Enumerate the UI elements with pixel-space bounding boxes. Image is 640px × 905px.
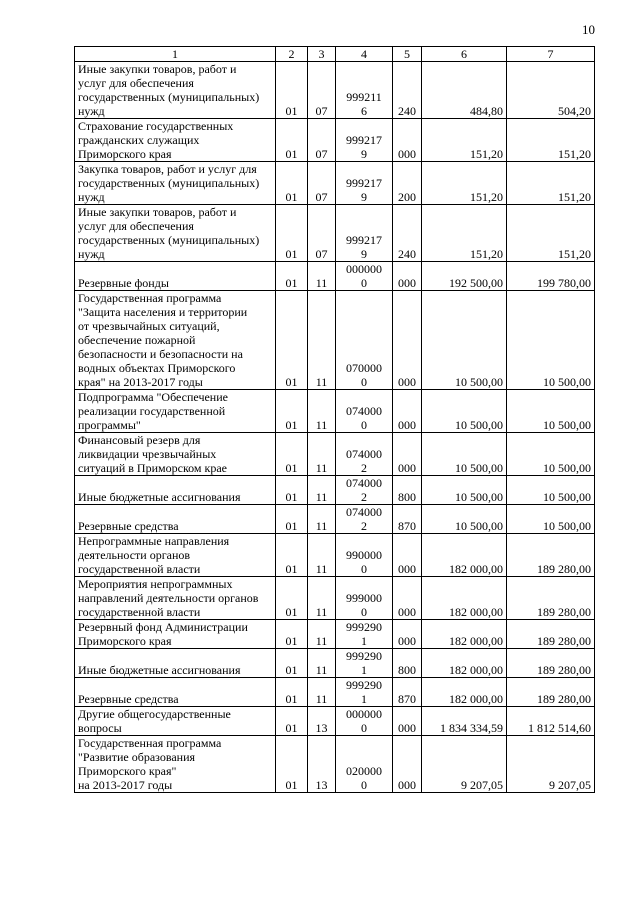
row-target-article <box>336 62 393 119</box>
header-col-3: 3 <box>308 47 336 62</box>
row-subsection <box>308 205 336 262</box>
row-subsection <box>308 162 336 205</box>
row-section-text: 01 <box>285 276 298 290</box>
header-row <box>75 47 595 62</box>
row-amount-year1 <box>422 291 507 390</box>
row-section-text: 01 <box>285 147 298 161</box>
header-col-2: 2 <box>276 47 308 62</box>
row-amount-year1-text: 10 500,00 <box>455 418 503 432</box>
row-name-text: Резервные фонды <box>78 276 169 290</box>
row-amount-year2 <box>507 390 595 433</box>
row-name-text: Резервный фонд Администрации Приморского края <box>78 620 248 648</box>
row-amount-year2 <box>507 205 595 262</box>
row-amount-year1 <box>422 476 507 505</box>
row-subsection <box>308 476 336 505</box>
row-amount-year2-text: 189 280,00 <box>537 562 591 576</box>
table-row <box>75 505 595 534</box>
row-name <box>75 620 276 649</box>
table-row <box>75 736 595 793</box>
row-expense-type <box>393 262 422 291</box>
row-expense-type-text: 000 <box>398 375 416 389</box>
table-row <box>75 577 595 620</box>
row-subsection <box>308 534 336 577</box>
row-amount-year2 <box>507 262 595 291</box>
table-row <box>75 534 595 577</box>
row-name <box>75 291 276 390</box>
row-expense-type-text: 240 <box>398 247 416 261</box>
row-expense-type <box>393 505 422 534</box>
row-expense-type-text: 800 <box>398 663 416 677</box>
row-section <box>276 505 308 534</box>
row-section-text: 01 <box>285 490 298 504</box>
row-amount-year1 <box>422 433 507 476</box>
row-amount-year2 <box>507 707 595 736</box>
table-row <box>75 119 595 162</box>
row-subsection-text: 11 <box>315 562 328 576</box>
row-target-article <box>336 119 393 162</box>
row-target-article-text: 999217 9 <box>346 133 382 161</box>
row-expense-type <box>393 577 422 620</box>
row-section <box>276 678 308 707</box>
row-section-text: 01 <box>285 375 298 389</box>
row-target-article <box>336 505 393 534</box>
row-name-text: Государственная программа "Защита населения и территории от чрезвычайных ситуаций, обеспечение пожарной безопасности и безопасности на водных объектах Приморского края" на 2013-2017 годы <box>78 291 248 389</box>
row-amount-year2-text: 151,20 <box>558 190 591 204</box>
row-amount-year1-text: 192 500,00 <box>449 276 503 290</box>
row-amount-year1-text: 10 500,00 <box>455 461 503 475</box>
row-section <box>276 390 308 433</box>
row-amount-year1 <box>422 505 507 534</box>
row-amount-year2-text: 10 500,00 <box>543 461 591 475</box>
row-section-text: 01 <box>285 692 298 706</box>
row-subsection <box>308 736 336 793</box>
row-name-text: Иные бюджетные ассигнования <box>78 663 241 677</box>
row-section <box>276 205 308 262</box>
row-subsection <box>308 707 336 736</box>
row-name <box>75 534 276 577</box>
row-target-article-text: 074000 0 <box>346 404 382 432</box>
row-amount-year1-text: 182 000,00 <box>449 692 503 706</box>
header-col-4: 4 <box>336 47 393 62</box>
row-amount-year1 <box>422 577 507 620</box>
row-name-text: Иные бюджетные ассигнования <box>78 490 241 504</box>
row-amount-year2 <box>507 577 595 620</box>
row-expense-type-text: 200 <box>398 190 416 204</box>
table-body <box>75 62 595 793</box>
row-amount-year2-text: 189 280,00 <box>537 605 591 619</box>
row-target-article <box>336 649 393 678</box>
row-amount-year1 <box>422 736 507 793</box>
row-amount-year2-text: 189 280,00 <box>537 663 591 677</box>
row-name <box>75 205 276 262</box>
page-number: 10 <box>582 22 595 37</box>
row-amount-year1 <box>422 162 507 205</box>
table-row <box>75 291 595 390</box>
row-target-article-text: 999217 9 <box>346 233 382 261</box>
header-col-1: 1 <box>75 47 276 62</box>
row-amount-year1 <box>422 620 507 649</box>
row-amount-year2-text: 10 500,00 <box>543 490 591 504</box>
row-expense-type <box>393 433 422 476</box>
row-section-text: 01 <box>285 104 298 118</box>
header-col-5: 5 <box>393 47 422 62</box>
row-expense-type <box>393 534 422 577</box>
row-expense-type <box>393 291 422 390</box>
row-expense-type <box>393 119 422 162</box>
table-row <box>75 476 595 505</box>
row-target-article <box>336 262 393 291</box>
row-amount-year2 <box>507 678 595 707</box>
row-subsection <box>308 620 336 649</box>
row-subsection-text: 13 <box>315 778 328 792</box>
table-row <box>75 390 595 433</box>
table-row <box>75 62 595 119</box>
row-subsection <box>308 291 336 390</box>
row-section <box>276 476 308 505</box>
row-subsection-text: 11 <box>315 276 328 290</box>
row-section-text: 01 <box>285 247 298 261</box>
row-subsection-text: 11 <box>315 605 328 619</box>
row-subsection-text: 11 <box>315 692 328 706</box>
row-target-article <box>336 291 393 390</box>
row-section-text: 01 <box>285 418 298 432</box>
row-target-article <box>336 162 393 205</box>
row-section <box>276 62 308 119</box>
row-amount-year1-text: 182 000,00 <box>449 605 503 619</box>
row-name <box>75 649 276 678</box>
row-amount-year2-text: 10 500,00 <box>543 519 591 533</box>
row-amount-year2-text: 189 280,00 <box>537 692 591 706</box>
row-target-article-text: 074000 2 <box>346 505 382 533</box>
row-name-text: Страхование государственных гражданских служащих Приморского края <box>78 119 234 161</box>
row-name <box>75 262 276 291</box>
row-amount-year1 <box>422 534 507 577</box>
row-name <box>75 119 276 162</box>
row-expense-type-text: 000 <box>398 605 416 619</box>
row-name-text: Иные закупки товаров, работ и услуг для обеспечения государственных (муниципальных) нужд <box>78 205 260 261</box>
row-section <box>276 291 308 390</box>
row-expense-type-text: 000 <box>398 276 416 290</box>
row-target-article-text: 999217 9 <box>346 176 382 204</box>
row-section <box>276 119 308 162</box>
row-section <box>276 649 308 678</box>
row-subsection-text: 11 <box>315 461 328 475</box>
row-subsection-text: 13 <box>315 721 328 735</box>
row-name-text: Резервные средства <box>78 519 179 533</box>
row-amount-year2-text: 10 500,00 <box>543 418 591 432</box>
row-amount-year2 <box>507 534 595 577</box>
row-section-text: 01 <box>285 605 298 619</box>
table-row <box>75 162 595 205</box>
row-amount-year2-text: 10 500,00 <box>543 375 591 389</box>
row-section <box>276 707 308 736</box>
row-amount-year2 <box>507 62 595 119</box>
row-expense-type-text: 800 <box>398 490 416 504</box>
row-subsection <box>308 119 336 162</box>
row-amount-year1 <box>422 390 507 433</box>
row-target-article <box>336 736 393 793</box>
row-amount-year1 <box>422 262 507 291</box>
row-amount-year2-text: 1 812 514,60 <box>528 721 591 735</box>
row-expense-type-text: 000 <box>398 721 416 735</box>
row-amount-year1 <box>422 678 507 707</box>
row-amount-year2 <box>507 476 595 505</box>
row-target-article-text: 999290 1 <box>346 649 382 677</box>
row-name <box>75 390 276 433</box>
row-subsection-text: 11 <box>315 634 328 648</box>
row-target-article <box>336 476 393 505</box>
row-name <box>75 707 276 736</box>
row-subsection-text: 07 <box>315 104 328 118</box>
row-target-article-text: 000000 0 <box>346 707 382 735</box>
row-target-article <box>336 577 393 620</box>
row-amount-year1-text: 151,20 <box>470 147 503 161</box>
row-subsection-text: 11 <box>315 418 328 432</box>
row-expense-type <box>393 62 422 119</box>
row-name <box>75 736 276 793</box>
row-expense-type <box>393 649 422 678</box>
row-amount-year2 <box>507 291 595 390</box>
row-section-text: 01 <box>285 634 298 648</box>
row-name <box>75 678 276 707</box>
row-amount-year2-text: 151,20 <box>558 147 591 161</box>
row-subsection-text: 11 <box>315 519 328 533</box>
row-expense-type-text: 000 <box>398 778 416 792</box>
row-amount-year1 <box>422 649 507 678</box>
row-subsection-text: 11 <box>315 375 328 389</box>
row-amount-year2 <box>507 505 595 534</box>
row-section-text: 01 <box>285 461 298 475</box>
table-row <box>75 205 595 262</box>
row-amount-year2-text: 199 780,00 <box>537 276 591 290</box>
row-amount-year2-text: 189 280,00 <box>537 634 591 648</box>
row-target-article-text: 074000 2 <box>346 476 382 504</box>
row-expense-type-text: 000 <box>398 418 416 432</box>
row-name-text: Государственная программа "Развитие образования Приморского края" на 2013-2017 годы <box>78 736 222 792</box>
table-row <box>75 262 595 291</box>
row-subsection <box>308 577 336 620</box>
row-expense-type <box>393 620 422 649</box>
row-target-article <box>336 205 393 262</box>
row-amount-year1-text: 9 207,05 <box>461 778 503 792</box>
row-amount-year2-text: 9 207,05 <box>549 778 591 792</box>
header-col-7: 7 <box>507 47 595 62</box>
row-section <box>276 577 308 620</box>
row-expense-type-text: 000 <box>398 634 416 648</box>
row-name-text: Подпрограмма "Обеспечение реализации государственной программы" <box>78 390 228 432</box>
row-subsection-text: 07 <box>315 247 328 261</box>
row-section-text: 01 <box>285 190 298 204</box>
row-subsection <box>308 649 336 678</box>
row-amount-year1 <box>422 119 507 162</box>
row-section-text: 01 <box>285 519 298 533</box>
row-section <box>276 736 308 793</box>
row-amount-year2-text: 151,20 <box>558 247 591 261</box>
row-target-article-text: 990000 0 <box>346 548 382 576</box>
row-expense-type <box>393 678 422 707</box>
row-section <box>276 433 308 476</box>
row-amount-year1 <box>422 707 507 736</box>
row-name-text: Непрограммные направления деятельности органов государственной власти <box>78 534 230 576</box>
row-target-article-text: 999290 1 <box>346 620 382 648</box>
row-amount-year1 <box>422 62 507 119</box>
row-subsection <box>308 390 336 433</box>
row-section <box>276 162 308 205</box>
row-section-text: 01 <box>285 562 298 576</box>
row-amount-year2 <box>507 162 595 205</box>
row-name <box>75 505 276 534</box>
row-target-article <box>336 433 393 476</box>
row-amount-year1-text: 10 500,00 <box>455 519 503 533</box>
row-section <box>276 262 308 291</box>
row-amount-year1-text: 484,80 <box>470 104 503 118</box>
row-target-article-text: 000000 0 <box>346 262 382 290</box>
header-col-6: 6 <box>422 47 507 62</box>
row-expense-type-text: 240 <box>398 104 416 118</box>
row-target-article-text: 999000 0 <box>346 591 382 619</box>
row-name <box>75 162 276 205</box>
row-name-text: Мероприятия непрограммных направлений деятельности органов государственной власти <box>78 577 259 619</box>
row-expense-type-text: 000 <box>398 461 416 475</box>
row-subsection <box>308 433 336 476</box>
row-expense-type <box>393 476 422 505</box>
table-row <box>75 649 595 678</box>
row-target-article-text: 020000 0 <box>346 764 382 792</box>
row-name <box>75 577 276 620</box>
row-name <box>75 62 276 119</box>
row-name-text: Закупка товаров, работ и услуг для государственных (муниципальных) нужд <box>78 162 260 204</box>
row-expense-type-text: 870 <box>398 692 416 706</box>
row-section-text: 01 <box>285 721 298 735</box>
row-name-text: Другие общегосударственные вопросы <box>78 707 231 735</box>
table-row <box>75 707 595 736</box>
row-amount-year2 <box>507 736 595 793</box>
row-subsection <box>308 505 336 534</box>
row-name <box>75 433 276 476</box>
row-subsection <box>308 678 336 707</box>
row-expense-type <box>393 162 422 205</box>
row-amount-year1-text: 10 500,00 <box>455 490 503 504</box>
row-amount-year1-text: 182 000,00 <box>449 634 503 648</box>
table-row <box>75 433 595 476</box>
row-target-article-text: 999290 1 <box>346 678 382 706</box>
row-expense-type <box>393 390 422 433</box>
row-expense-type <box>393 736 422 793</box>
row-amount-year2 <box>507 649 595 678</box>
row-target-article <box>336 390 393 433</box>
row-subsection-text: 11 <box>315 663 328 677</box>
row-target-article <box>336 534 393 577</box>
budget-table <box>74 46 595 793</box>
row-expense-type <box>393 205 422 262</box>
row-target-article <box>336 678 393 707</box>
row-section-text: 01 <box>285 778 298 792</box>
row-amount-year2-text: 504,20 <box>558 104 591 118</box>
row-expense-type <box>393 707 422 736</box>
row-target-article <box>336 620 393 649</box>
row-subsection-text: 11 <box>315 490 328 504</box>
row-name-text: Резервные средства <box>78 692 179 706</box>
row-subsection <box>308 262 336 291</box>
row-amount-year1-text: 182 000,00 <box>449 562 503 576</box>
row-amount-year2 <box>507 433 595 476</box>
row-target-article-text: 074000 2 <box>346 447 382 475</box>
row-amount-year1 <box>422 205 507 262</box>
row-amount-year1-text: 182 000,00 <box>449 663 503 677</box>
table-row <box>75 620 595 649</box>
row-amount-year1-text: 1 834 334,59 <box>440 721 503 735</box>
row-amount-year1-text: 151,20 <box>470 247 503 261</box>
row-amount-year1-text: 10 500,00 <box>455 375 503 389</box>
row-name-text: Финансовый резерв для ликвидации чрезвычайных ситуаций в Приморском крае <box>78 433 228 475</box>
row-subsection-text: 07 <box>315 147 328 161</box>
row-target-article-text: 999211 6 <box>346 90 382 118</box>
row-section <box>276 620 308 649</box>
row-amount-year1-text: 151,20 <box>470 190 503 204</box>
row-subsection-text: 07 <box>315 190 328 204</box>
row-name-text: Иные закупки товаров, работ и услуг для обеспечения государственных (муниципальных) нужд <box>78 62 260 118</box>
row-target-article <box>336 707 393 736</box>
row-expense-type-text: 870 <box>398 519 416 533</box>
row-expense-type-text: 000 <box>398 147 416 161</box>
row-amount-year2 <box>507 620 595 649</box>
row-section-text: 01 <box>285 663 298 677</box>
row-subsection <box>308 62 336 119</box>
row-name <box>75 476 276 505</box>
row-amount-year2 <box>507 119 595 162</box>
row-target-article-text: 070000 0 <box>346 361 382 389</box>
row-section <box>276 534 308 577</box>
row-expense-type-text: 000 <box>398 562 416 576</box>
table-row <box>75 678 595 707</box>
